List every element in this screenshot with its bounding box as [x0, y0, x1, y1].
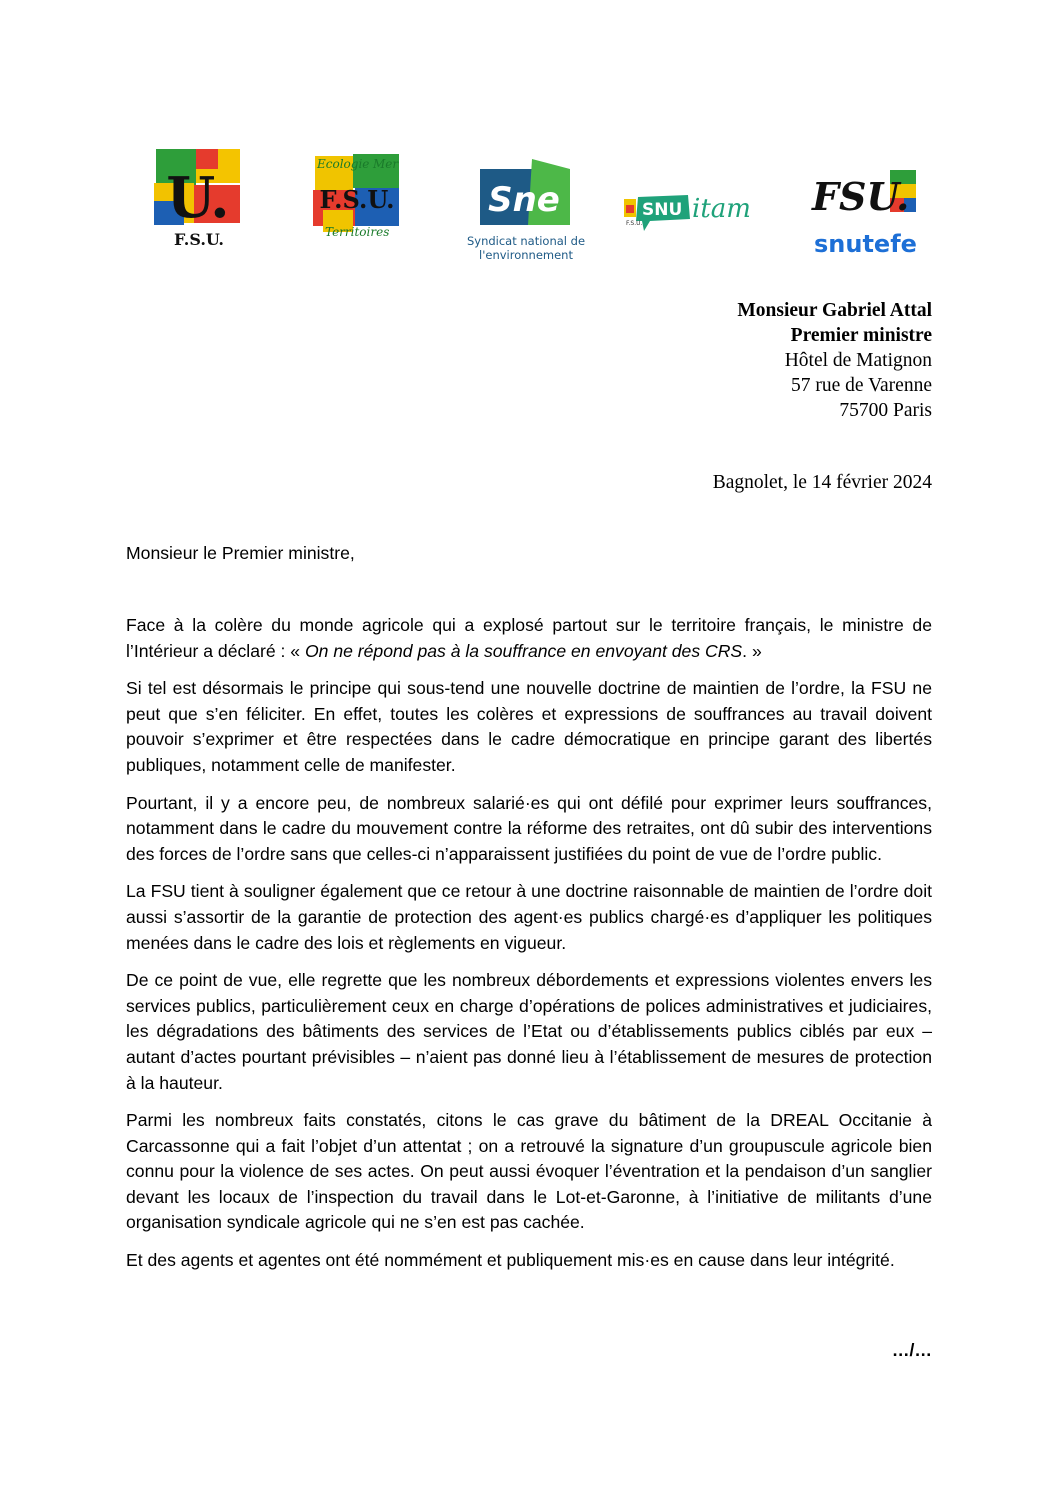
recipient-line1: Hôtel de Matignon	[784, 350, 932, 371]
quote: On ne répond pas à la souffrance en envoyant des CRS	[304, 640, 743, 661]
svg-text:l'environnement: l'environnement	[479, 248, 573, 262]
paragraph-2: Si tel est désormais le principe qui sous-tend une nouvelle doctrine de maintien de l’ordre, la FSU ne peut que s’en féliciter. En effet, toutes les colères et expressions de souffrances au travail doivent pouvoir s’exprimer et être respectées dans le cadre démocratique en principe garant des libertés publiques, notamment celle de manifester.	[126, 678, 932, 775]
salutation: Monsieur le Premier ministre,	[126, 543, 355, 563]
svg-text:Ecologie: Ecologie	[317, 157, 370, 171]
fsu-logo	[150, 145, 248, 253]
svg-text:Mer: Mer	[373, 157, 399, 171]
continuation-mark: …/…	[891, 1340, 932, 1360]
snutefe-logo	[808, 168, 923, 260]
recipient-address	[737, 298, 932, 423]
svg-text:SNU: SNU	[642, 200, 683, 220]
svg-text:Territoires: Territoires	[325, 225, 390, 239]
snuitam-logo	[620, 185, 770, 240]
paragraph-1: Face à la colère du monde agricole qui a explosé partout sur le territoire français, le ministre de l’Intérieur a déclaré : « On ne répond pas à la souffrance en envoyant des CRS. »	[126, 615, 932, 661]
svg-text:F.S.U.: F.S.U.	[319, 185, 395, 214]
paragraph-6: Parmi les nombreux faits constatés, citons le cas grave du bâtiment de la DREAL Occitanie à Carcassonne qui a fait l’objet d’un attentat ; on a retrouvé la signature d’un groupuscule agricole bien connu pour la violence de ses actes. On peut aussi évoquer l’éventration et la pendaison d’un sanglier devant les locaux de l’inspection du travail dans le Lot-et-Garonne, à l’initiative de militants d’une organisation syndicale agricole qui ne s’en est pas cachée.	[126, 1110, 932, 1233]
letter-body	[126, 613, 932, 1286]
svg-text:snutefe: snutefe	[814, 230, 917, 258]
recipient-line3: 75700 Paris	[839, 400, 932, 421]
svg-text:Syndicat national de: Syndicat national de	[466, 234, 586, 248]
recipient-title: Premier ministre	[790, 325, 932, 346]
svg-text:F.S.U.: F.S.U.	[626, 220, 643, 227]
svg-text:FSU.: FSU.	[812, 174, 910, 219]
svg-text:Sne: Sne	[488, 180, 560, 220]
paragraph-4: La FSU tient à souligner également que ce retour à une doctrine raisonnable de maintien de l’ordre doit aussi s’assortir de la garantie de protection des agent·es publics chargé·es d’appliquer les politiques menées dans le cadre des lois et règlements en vigueur.	[126, 881, 932, 953]
recipient-name: Monsieur Gabriel Attal	[737, 300, 932, 321]
paragraph-3: Pourtant, il y a encore peu, de nombreux salarié·es qui ont défilé pour exprimer leurs souffrances, notamment dans le cadre du mouvement contre la réforme des retraites, ont dû subir des interventions des forces de l’ordre sans que celles-ci n’apparaissent justifiées du point de vue de l’ordre public.	[126, 792, 932, 864]
svg-text:U.: U.	[166, 165, 230, 231]
date-line: Bagnolet, le 14 février 2024	[712, 472, 932, 493]
paragraph-5: De ce point de vue, elle regrette que les nombreux débordements et expressions violentes envers les services publics, particulièrement ceux en charge d’opérations de polices administratives et judiciaires, les dégradations des bâtiments des services de l’Etat ou d’établissements publics ciblés par eux – autant d’actes pourtant prévisibles – n’aient pas donné lieu à l’établissement de mesures de protection à la hauteur.	[126, 970, 932, 1093]
sne-logo	[466, 155, 586, 265]
paragraph-7: Et des agents et agentes ont été nommément et publiquement mis·es en cause dans leur intégrité.	[126, 1250, 895, 1271]
recipient-line2: 57 rue de Varenne	[791, 375, 932, 396]
svg-text:itam: itam	[692, 194, 751, 224]
ecologie-territoires-logo	[305, 148, 410, 243]
svg-text:F.S.U.: F.S.U.	[174, 230, 224, 249]
